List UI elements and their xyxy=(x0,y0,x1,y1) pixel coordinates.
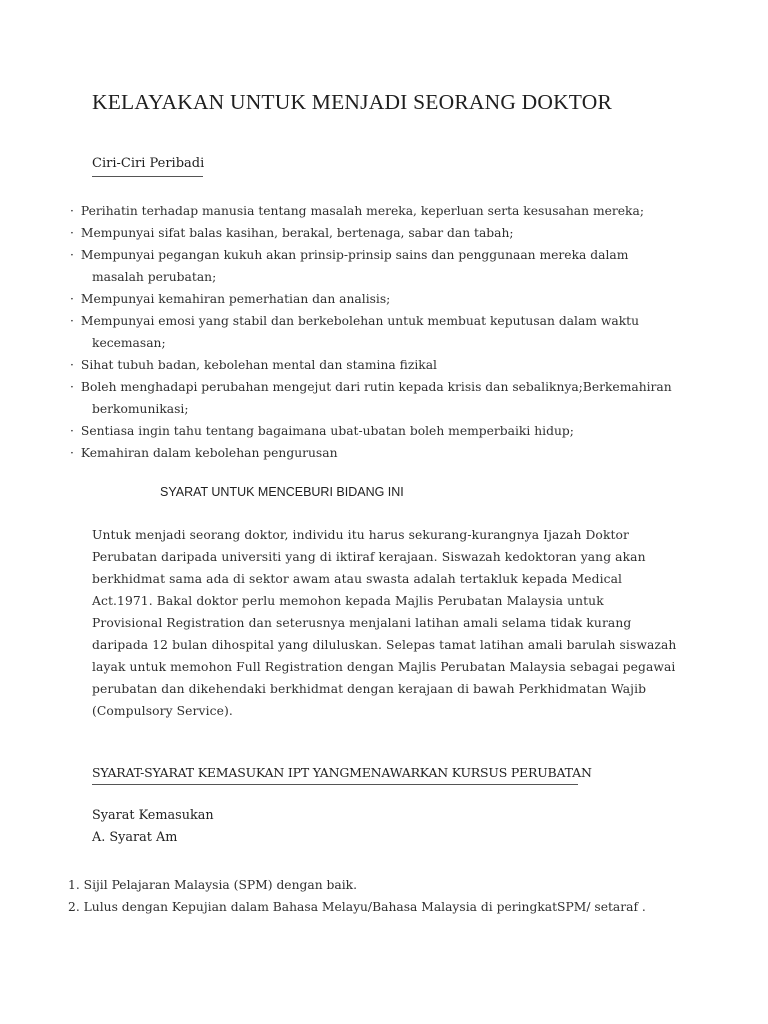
page-title: KELAYAKAN UNTUK MENJADI SEORANG DOKTOR xyxy=(92,90,613,114)
paragraph-line: Provisional Registration dan seterusnya menjalani latihan amali selama tidak kurang xyxy=(92,616,632,630)
entry-requirements-heading: Syarat Kemasukan xyxy=(92,808,214,823)
paragraph-line: layak untuk memohon Full Registration dengan Majlis Perubatan Malaysia sebagai pegawai xyxy=(92,660,676,674)
list-item xyxy=(70,420,710,442)
general-requirements-list xyxy=(68,874,646,918)
paragraph-line: Perubatan daripada universiti yang di iktiraf kerajaan. Siswazah kedoktoran yang akan xyxy=(92,550,646,564)
list-item-text-continued: masalah perubatan; xyxy=(92,270,217,284)
paragraph-line: Untuk menjadi seorang doktor, individu itu harus sekurang-kurangnya Ijazah Doktor xyxy=(92,528,630,542)
list-item xyxy=(70,244,710,288)
list-item xyxy=(70,376,710,420)
bullet-marker: · xyxy=(70,226,74,240)
list-item: 1. Sijil Pelajaran Malaysia (SPM) dengan baik. xyxy=(68,878,358,892)
list-item-text-continued: kecemasan; xyxy=(92,336,166,350)
bullet-marker: · xyxy=(70,248,74,262)
list-item xyxy=(70,354,710,376)
bullet-marker: · xyxy=(70,424,74,438)
list-item xyxy=(70,310,710,354)
paragraph-line: Act.1971. Bakal doktor perlu memohon kepada Majlis Perubatan Malaysia untuk xyxy=(92,594,604,608)
list-item-text: Kemahiran dalam kebolehan pengurusan xyxy=(80,446,338,460)
list-item-text: Mempunyai sifat balas kasihan, berakal, bertenaga, sabar dan tabah; xyxy=(80,226,514,240)
ipt-heading: SYARAT-SYARAT KEMASUKAN IPT YANGMENAWARKAN KURSUS PERUBATAN xyxy=(92,765,592,780)
ipt-heading-underline xyxy=(92,784,578,785)
list-item: 2. Lulus dengan Kepujian dalam Bahasa Melayu/Bahasa Malaysia di peringkatSPM/ setaraf . xyxy=(68,900,646,914)
personal-traits-underline xyxy=(92,176,203,177)
paragraph-line: berkhidmat sama ada di sektor awam atau swasta adalah tertakluk kepada Medical xyxy=(92,572,623,586)
personal-traits-list xyxy=(70,200,710,464)
requirements-heading: SYARAT UNTUK MENCEBURI BIDANG INI xyxy=(160,485,404,499)
list-item xyxy=(70,288,710,310)
requirements-paragraph xyxy=(92,524,684,722)
bullet-marker: · xyxy=(70,314,74,328)
general-requirements-heading: A. Syarat Am xyxy=(92,830,178,845)
list-item xyxy=(70,200,710,222)
paragraph-line: daripada 12 bulan dihospital yang diluluskan. Selepas tamat latihan amali barulah siswazah xyxy=(92,638,677,652)
bullet-marker: · xyxy=(70,292,74,306)
list-item-text: Mempunyai pegangan kukuh akan prinsip-prinsip sains dan penggunaan mereka dalam xyxy=(80,248,629,262)
list-item xyxy=(70,442,710,464)
list-item-text: Mempunyai emosi yang stabil dan berkebolehan untuk membuat keputusan dalam waktu xyxy=(80,314,640,328)
paragraph-line: perubatan dan dikehendaki berkhidmat dengan kerajaan di bawah Perkhidmatan Wajib xyxy=(92,682,647,696)
list-item-text: Boleh menghadapi perubahan mengejut dari rutin kepada krisis dan sebaliknya;Berkemahiran xyxy=(80,380,672,394)
list-item-text: Sentiasa ingin tahu tentang bagaimana ubat-ubatan boleh memperbaiki hidup; xyxy=(80,424,574,438)
bullet-marker: · xyxy=(70,358,74,372)
list-item-text: Perihatin terhadap manusia tentang masalah mereka, keperluan serta kesusahan mereka; xyxy=(80,204,644,218)
bullet-marker: · xyxy=(70,204,74,218)
list-item-text-continued: berkomunikasi; xyxy=(92,402,189,416)
list-item-text: Sihat tubuh badan, kebolehan mental dan stamina fizikal xyxy=(80,358,437,372)
bullet-marker: · xyxy=(70,380,74,394)
list-item xyxy=(70,222,710,244)
paragraph-line: (Compulsory Service). xyxy=(92,704,233,718)
bullet-marker: · xyxy=(70,446,74,460)
personal-traits-heading: Ciri-Ciri Peribadi xyxy=(92,156,205,171)
list-item-text: Mempunyai kemahiran pemerhatian dan analisis; xyxy=(80,292,391,306)
